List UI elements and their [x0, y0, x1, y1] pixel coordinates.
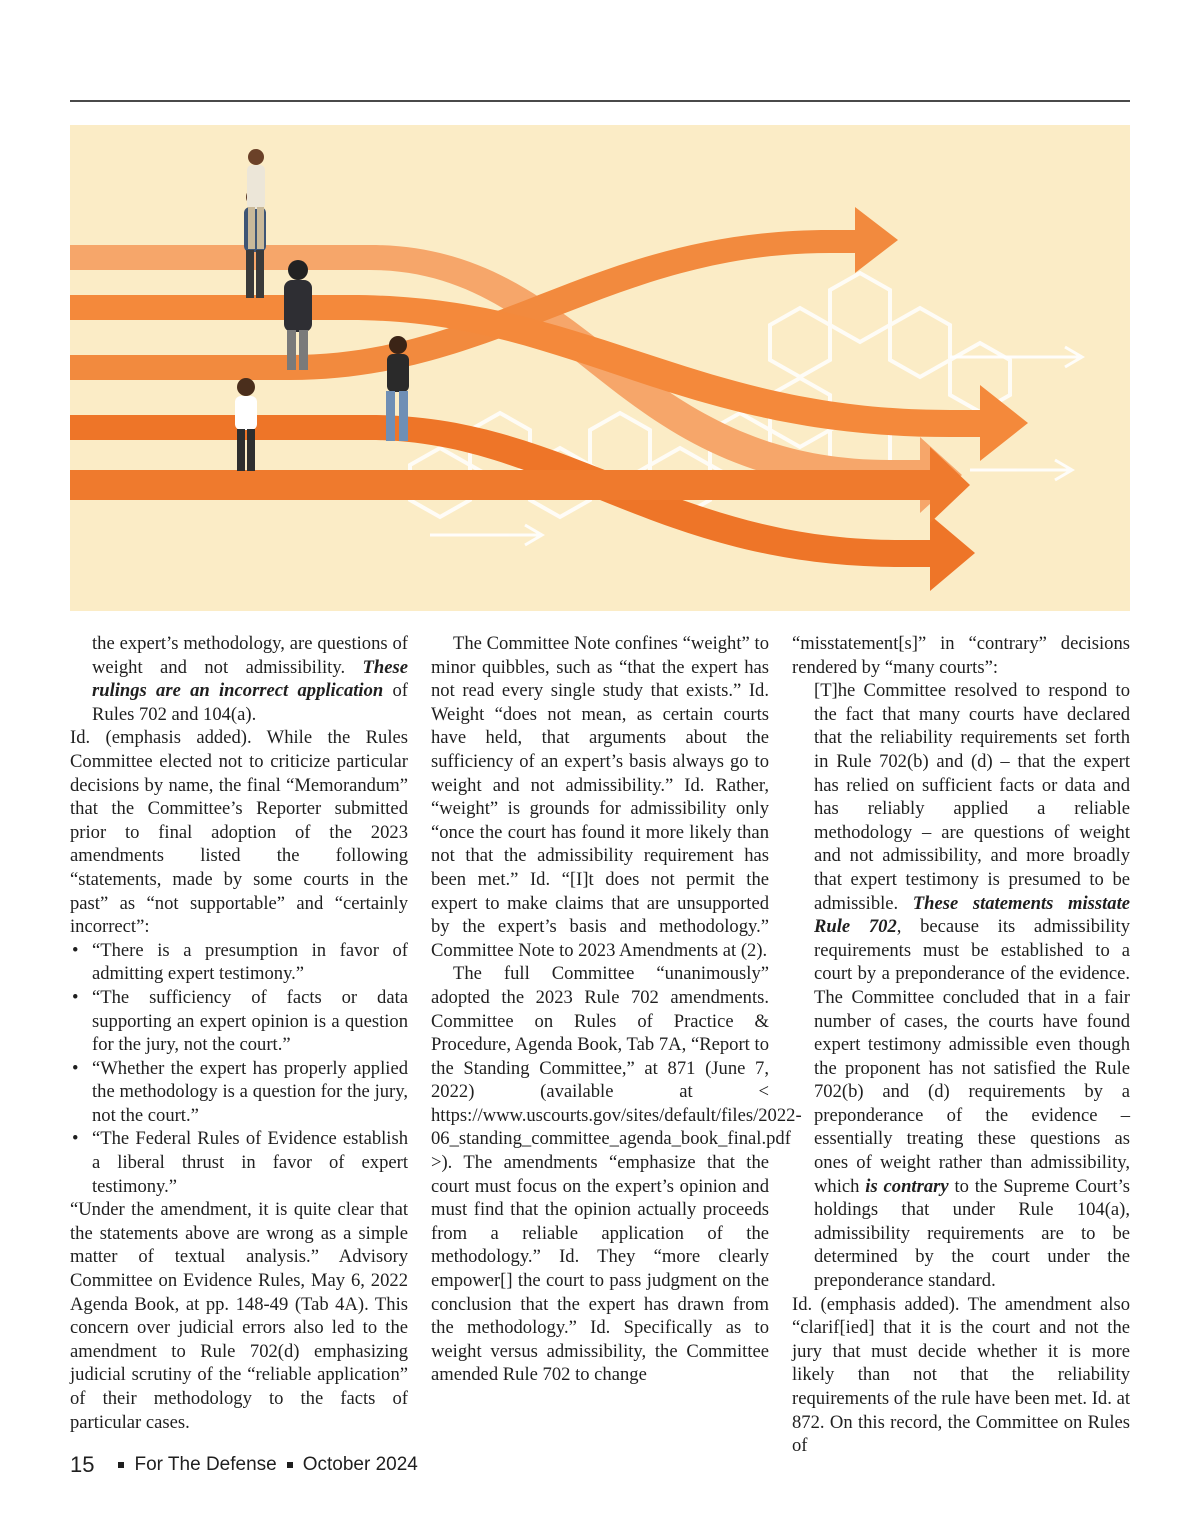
list-item: • “The Federal Rules of Evidence establish a liberal thrust in favor of expert testimony.” [70, 1127, 408, 1198]
separator-square-icon [287, 1462, 293, 1468]
list-item: • “Whether the expert has properly applied the methodology is a question for the jury, not the court.” [70, 1057, 408, 1128]
paragraph: Id. (emphasis added). The amendment also “clarif[ied] that it is the court and not the jury that must decide whether it is more likely than not that the reliability requirements of the rule have been met. Id. at 872. On this record, the Committee on Rules of [792, 1293, 1130, 1457]
quote-text: , because its admissibility requirements must be established to a court by a preponderance of the evidence. The Committee concluded that in a fair number of cases, the courts have found expert testimony admissible even though the proponent has not satisfied the Rule 702(b) and (d) requirements by a preponderance of the evidence – essentially treating these questions as ones of weight rather than admissibility, which [814, 916, 1131, 1197]
publication-name: For The Defense [134, 1454, 277, 1475]
paragraph: The Committee Note confines “weight” to minor quibbles, such as “that the expert has not read every single study that exists.” Id. Weight “does not mean, as certain courts have held, that arguments about the sufficiency of an expert’s basis always go to weight and not admissibility.” Id. Rather, “weight” is grounds for admissibility only “once the court has found it more likely than not that the admissibility requirement has been met.” Id. “[I]t does not permit the expert to make claims that are unsupported by the expert’s basis and methodology.” Committee Note to 2023 Amendments at (2). [431, 633, 769, 961]
header-rule [70, 100, 1130, 102]
quote-text: [T]he Committee resolved to respond to the fact that many courts have declared that the reliability requirements set forth in Rule 702(b) and (d) – that the expert has relied on sufficient facts or data and has reliably applied a reliable methodology – are questions of weight and not admissibility, and more broadly that expert testimony is presumed to be admissible. [814, 680, 1130, 914]
quote-text: to the Supreme Court’s holdings that under Rule 104(a), admissibility requirements are to be determined by the court under the preponderance standard. [814, 1175, 1130, 1292]
paragraph: Id. (emphasis added). While the Rules Committee elected not to criticize particular decisions by name, the final “Memorandum” that the Committee’s Reporter submitted prior to final adoption of the 2023 amendments listed the following “statements, made by some courts in the past” as “not supportable” and “certainly incorrect”: [70, 727, 408, 938]
separator-square-icon [118, 1462, 124, 1468]
paragraph: “misstatement[s]” in “contrary” decisions rendered by “many courts”: [792, 633, 1130, 678]
emphasized-text: These statements misstate Rule 702 [814, 892, 1130, 938]
column-3 [792, 632, 1130, 1458]
page-footer [70, 1452, 418, 1478]
block-quote-continuation [92, 632, 408, 726]
block-quote [814, 679, 1130, 1292]
bullet-list [70, 939, 408, 1199]
list-item: • “The sufficiency of facts or data supporting an expert opinion is a question for the jury, not the court.” [70, 986, 408, 1057]
paragraph: “Under the amendment, it is quite clear that the statements above are wrong as a simple matter of textual analysis.” Advisory Committee on Evidence Rules, May 6, 2022 Agenda Book, at pp. 148-49 (Tab 4A). This concern over judicial errors also led to the amendment to Rule 702(d) emphasizing judicial scrutiny of the “reliable application” of their methodology to the facts of particular cases. [70, 1199, 408, 1433]
quote-text: the expert’s methodology, are questions of weight and not admissibility. [92, 633, 408, 678]
hero-illustration [70, 125, 1130, 611]
page-number: 15 [70, 1452, 95, 1477]
list-item: • “There is a presumption in favor of admitting expert testimony.” [70, 939, 408, 986]
quote-text: of Rules 702 and 104(a). [92, 680, 408, 725]
issue-date: October 2024 [302, 1454, 418, 1475]
emphasized-text: is contrary [865, 1175, 949, 1197]
emphasized-text: These rulings are an incorrect application [92, 656, 408, 702]
column-1 [70, 632, 408, 1434]
paragraph: The full Committee “unanimously” adopted the 2023 Rule 702 amendments. Committee on Rules of Practice & Procedure, Agenda Book, Tab 7A, “Report to the Standing Committee,” at 871 (June 7, 2022) (available at < https://www.uscourts.gov/sites/default/files/2022-06_standing_committee_agenda_book_final.pdf >). The amendments “emphasize that the court must focus on the expert’s opinion and must find that the opinion actually proceeds from a reliable application of the methodology.” Id. They “more clearly empower[] the court to pass judgment on the conclusion that the expert has drawn from the methodology.” Id. Specifically as to weight versus admissibility, the Committee amended Rule 702 to change [431, 963, 802, 1386]
diverging-arrows-illustration [70, 125, 1130, 611]
column-2 [431, 632, 802, 1387]
